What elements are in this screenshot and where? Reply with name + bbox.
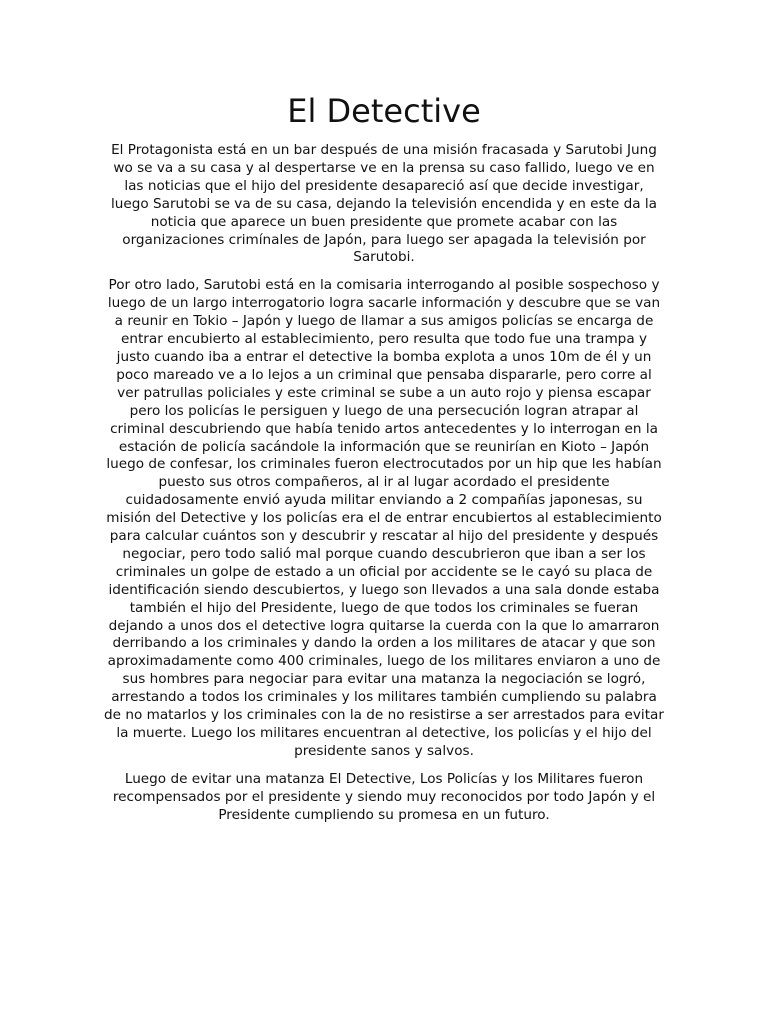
document-body [104,142,664,835]
document-title: El Detective [287,92,481,130]
paragraph-intro: El Protagonista está en un bar después de una misión fracasada y Sarutobi Jung wo se va a su casa y al despertarse ve en la prensa su caso fallido, luego ve en las noticias que el hijo del presidente desapareció así que decide investigar, luego Sarutobi se va de su casa, dejando la televisión encendida y en este da la noticia que aparece un buen presidente que promete acabar con las organizaciones crimínales de Japón, para luego ser apagada la televisión por Sarutobi. [110,142,658,266]
paragraph-conclusion: Luego de evitar una matanza El Detective, Los Policías y los Militares fueron recompensados por el presidente y siendo muy reconocidos por todo Japón y el Presidente cumpliendo su promesa en un futuro. [112,770,656,823]
paragraph-investigation: Por otro lado, Sarutobi está en la comisaria interrogando al posible sospechoso y luego de un largo interrogatorio logra sacarle información y descubre que se van a reunir en Tokio – Japón y luego de llamar a sus amigos policías se encarga de entrar encubierto al establecimiento, pero resulta que todo fue una trampa y justo cuando iba a entrar el detective la bomba explota a unos 10m de él y un poco mareado ve a lo lejos a un criminal que pensaba dispararle, pero corre al ver patrullas policiales y este criminal se sube a un auto rojo y piensa escapar pero los policías le persiguen y luego de una persecución logran atrapar al criminal descubriendo que había tenido artos antecedentes y lo interrogan en la estación de policía sacándole la información que se reunirían en Kioto – Japón luego de confesar, los criminales fueron electrocutados por un hip que les habían puesto sus otros compañeros, al ir al lugar acordado el presidente cuidadosamente envió ayuda militar enviando a 2 compañías japonesas, su misión del Detective y los policías era el de entrar encubiertos al establecimiento para calcular cuántos son y descubrir y rescatar al hijo del presidente y después negociar, pero todo salió mal porque cuando descubrieron que iban a ser los criminales un golpe de estado a un oficial por accidente se le cayó su placa de identificación siendo descubiertos, y luego son llevados a una sala donde estaba también el hijo del Presidente, luego de que todos los criminales se fueran dejando a unos dos el detective logra quitarse la cuerda con la que lo amarraron derribando a los criminales y dando la orden a los militares de atacar y que son aproximadamente como 400 criminales, luego de los militares enviaron a uno de sus hombres para negociar para evitar una matanza la negociación se logró, arrestando a todos los criminales y los militares también cumpliendo su palabra de no matarlos y los criminales con la de no resistirse a ser arrestados para evitar la muerte. Luego los militares encuentran al detective, los policías y el hijo del presidente sanos y salvos. [104,277,664,759]
